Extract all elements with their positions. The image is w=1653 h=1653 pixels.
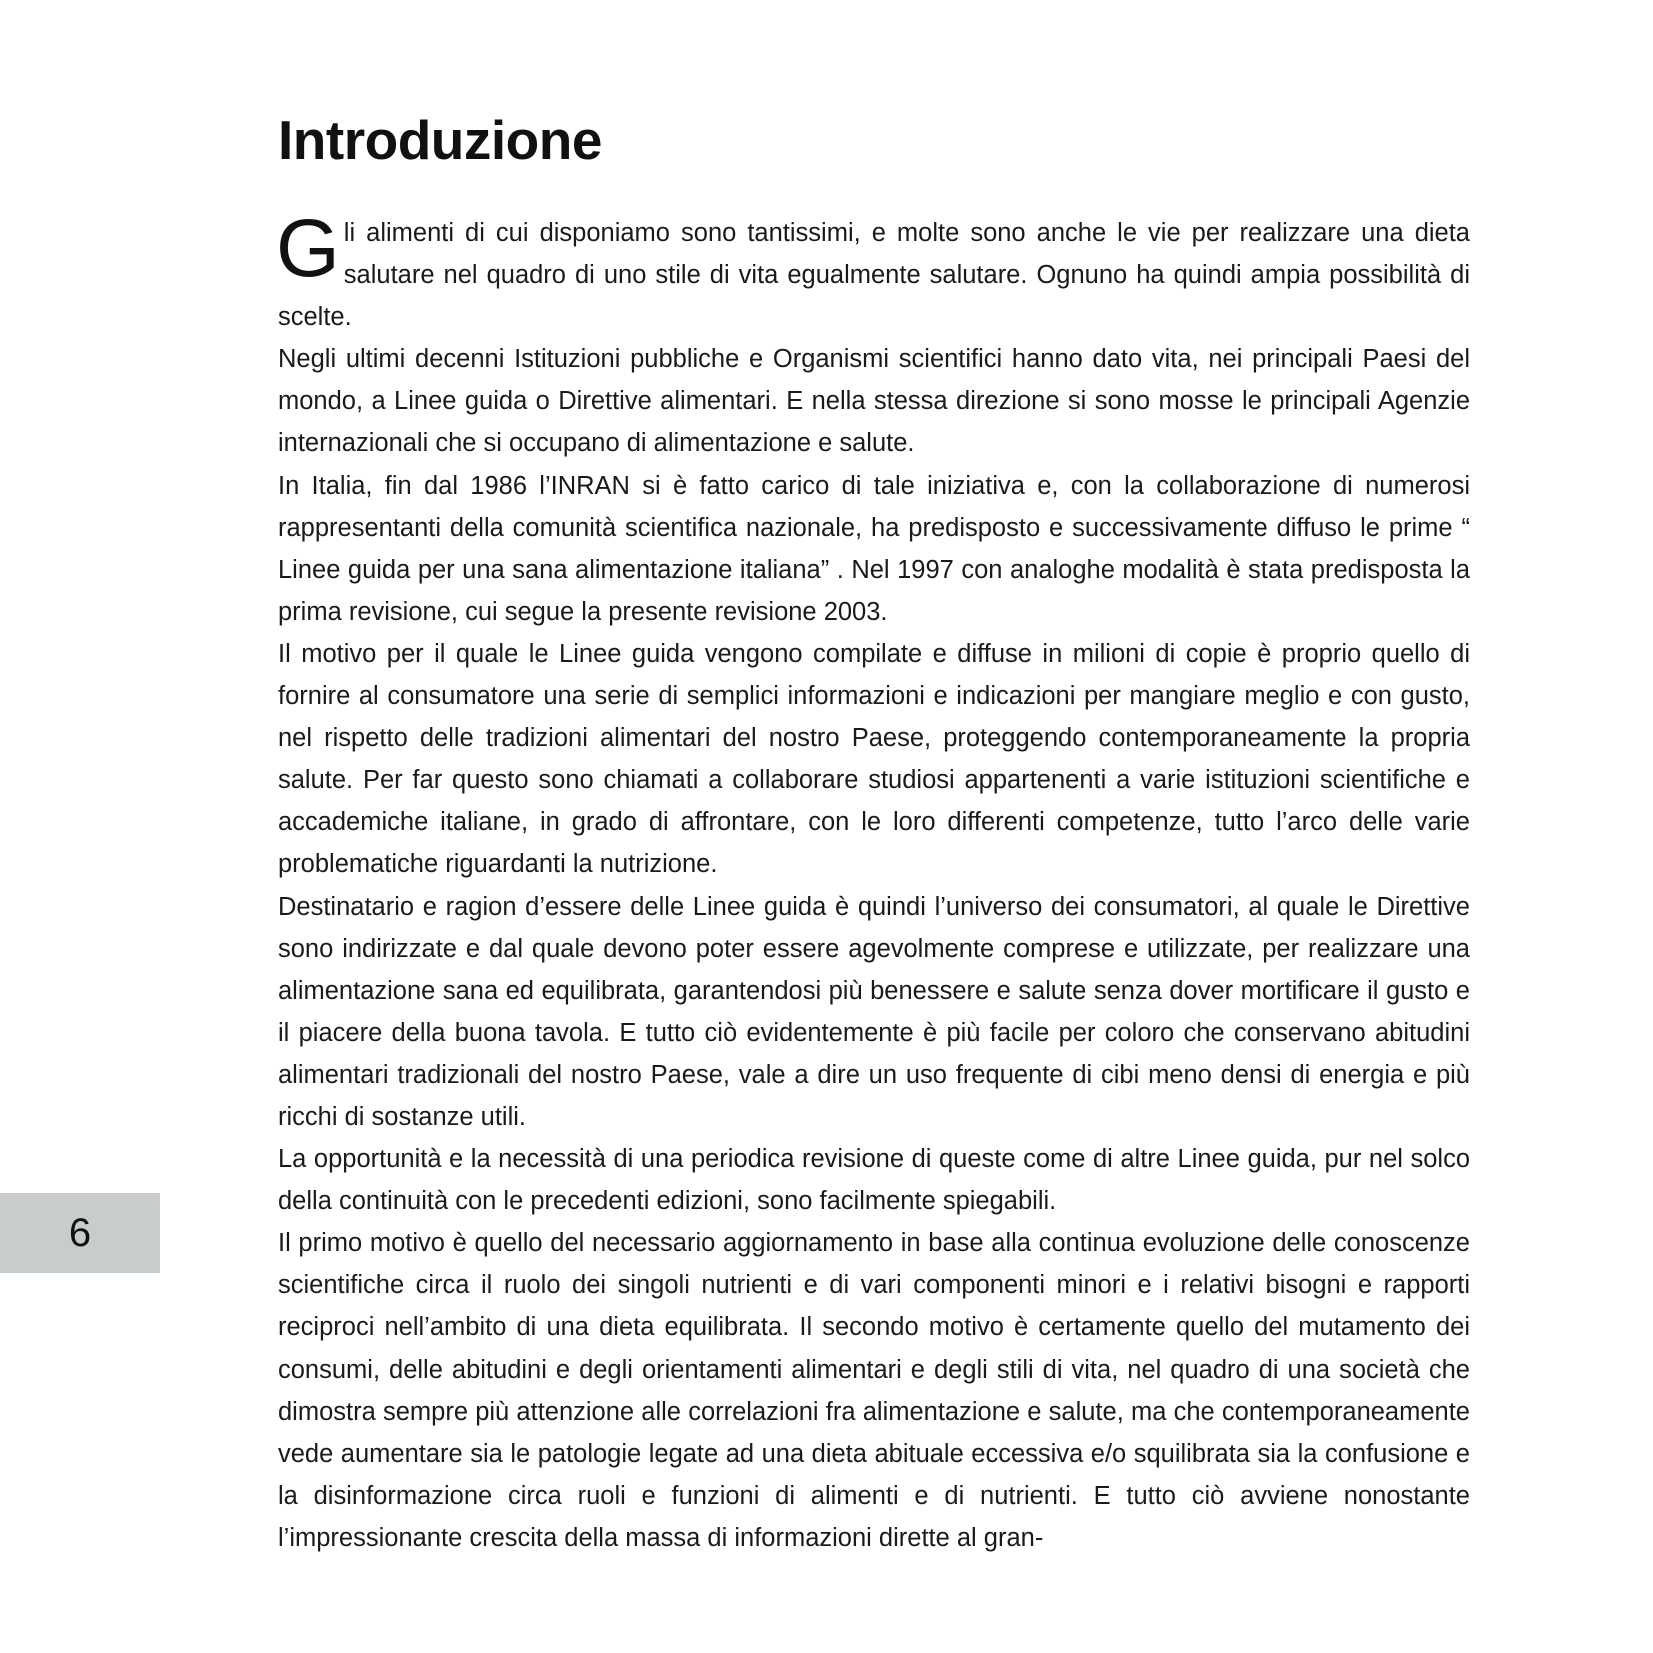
paragraph-5: Destinatario e ragion d’essere delle Linee guida è quindi l’universo dei consumatori, al quale le Direttive sono indirizzate e dal quale devono poter essere agevolmente comprese e utilizzate, per realizzare una alimentazione sana ed equilibrata, garantendosi più benessere e salute senza dover mortificare il gusto e il piacere della buona tavola. E tutto ciò evidentemente è più facile per coloro che conservano abitudini alimentari tradizionali del nostro Paese, vale a dire un uso frequente di cibi meno densi di energia e più ricchi di sostanze utili. — [278, 892, 1470, 1131]
page-title: Introduzione — [278, 109, 602, 171]
paragraph-7: Il primo motivo è quello del necessario aggiornamento in base alla continua evoluzione delle conoscenze scientifiche circa il ruolo dei singoli nutrienti e di vari componenti minori e i relativi bisogni e rapporti reciproci nell’ambito di una dieta equilibrata. Il secondo motivo è certamente quello del mutamento dei consumi, delle abitudini e degli orientamenti alimentari e degli stili di vita, nel quadro di una società che dimostra sempre più attenzione alle correlazioni fra alimentazione e salute, ma che contemporaneamente vede aumentare sia le patologie legate ad una dieta abituale eccessiva e/o squilibrata sia la confusione e la disinformazione circa ruoli e funzioni di alimenti e di nutrienti. E tutto ciò avviene nonostante l’impressionante crescita della massa di informazioni dirette al gran- — [278, 1229, 1470, 1552]
page-number-tab — [0, 1193, 160, 1273]
page-number: 6 — [68, 1210, 92, 1255]
paragraph-4: Il motivo per il quale le Linee guida vengono compilate e diffuse in milioni di copie è proprio quello di fornire al consumatore una serie di semplici informazioni e indicazioni per mangiare meglio e con gusto, nel rispetto delle tradizioni alimentari del nostro Paese, proteggendo contemporaneamente la propria salute. Per far questo sono chiamati a collaborare studiosi appartenenti a varie istituzioni scientifiche e accademiche italiane, in grado di affrontare, con le loro differenti competenze, tutto l’arco delle varie problematiche riguardanti la nutrizione. — [278, 639, 1470, 879]
paragraph-1-text: li alimenti di cui disponiamo sono tantissimi, e molte sono anche le vie per realizzare una dieta salutare nel quadro di uno stile di vita egualmente salutare. Ognuno ha quindi ampia possibilità di scelte. — [278, 219, 1470, 332]
paragraph-1 — [276, 203, 1470, 338]
body-text — [276, 203, 1470, 1559]
paragraph-2: Negli ultimi decenni Istituzioni pubbliche e Organismi scientifici hanno dato vita, nei principali Paesi del mondo, a Linee guida o Direttive alimentari. E nella stessa direzione si sono mosse le principali Agenzie internazionali che si occupano di alimentazione e salute. — [278, 345, 1470, 458]
dropcap-letter: G — [276, 203, 340, 294]
paragraph-3: In Italia, fin dal 1986 l’INRAN si è fatto carico di tale iniziativa e, con la collaborazione di numerosi rappresentanti della comunità scientifica nazionale, ha predisposto e successivamente diffuso le prime “ Linee guida per una sana alimentazione italiana” . Nel 1997 con analoghe modalità è stata predisposta la prima revisione, cui segue la presente revisione 2003. — [278, 471, 1470, 626]
paragraph-6: La opportunità e la necessità di una periodica revisione di queste come di altre Linee guida, pur nel solco della continuità con le precedenti edizioni, sono facilmente spiegabili. — [278, 1145, 1470, 1216]
